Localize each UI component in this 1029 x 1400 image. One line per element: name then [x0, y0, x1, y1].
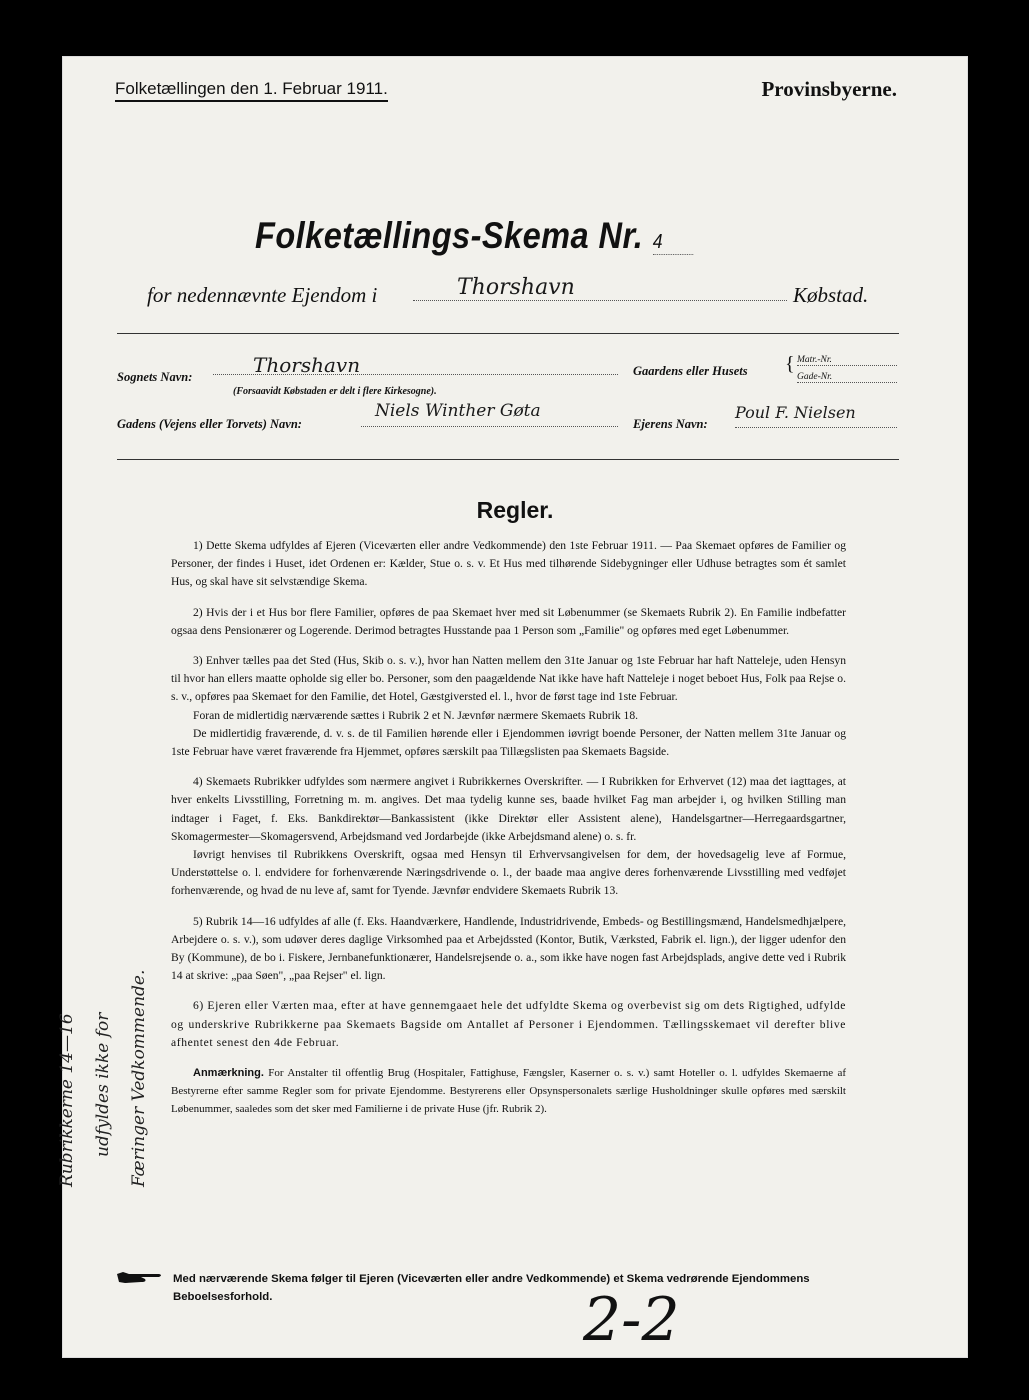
rules-heading: Regler. [476, 497, 554, 523]
rule-2: 2) Hvis der i et Hus bor flere Familier, opføres de paa Skemaet hver med sit Løbenummer (se Skemaets Rubrik 2). En Familie indbefatter ogsaa dens Pensionærer og Logerende. Derimod betragtes Husstande paa 1 Person som „Familie" og opføres med eget Løbenummer. [171, 605, 846, 637]
remark-label: Anmærkning. [193, 1067, 264, 1080]
rule-3: 3) Enhver tælles paa det Sted (Hus, Skib o. s. v.), hvor han Natten mellem den 31te Januar og 1ste Februar har haft Natteleje, uden Hensyn til hvor han ellers maatte opholde sig eller bo. Personer, som den paagældende Nat ikke have haft Natteleje i noget beboet Hus, Folk paa Rejse o. s. v., opføres paa Skemaet for den Familie, det Hotel, Gæstgiversted el. l., hvor de først tage ind 1ste Februar. [171, 654, 846, 704]
rule-3-absent: De midlertidig fraværende, d. v. s. de til Familien hørende eller i Ejendommen iøvrigt boende Personer, der Natten mellem 31te Januar og 1ste Februar have været fraværende fra Hjemmet, opføres særskilt paa Tillægslisten paa Skemaets Bagside. [171, 726, 846, 759]
footer-note: Med nærværende Skema følger til Ejeren (Viceværten eller andre Vedkommende) et Skema vedrørende Ejendommens Beboelsesforhold. [173, 1273, 810, 1303]
divider-top [117, 333, 899, 334]
rule-6: 6) Ejeren eller Værten maa, efter at have gennemgaaet hele det udfyldte Skema og overbevist sig om dets Rigtighed, udfylde og underskrive Rubrikkerne paa Skemaets Bagside om Antallet af Personer i Ejendommen. Tællingsskemaet vil derefter blive afhentet senest den 4de Februar. [171, 999, 846, 1049]
farm-house-label: Gaardens eller Husets [633, 364, 748, 378]
side-note-line-2: udfyldes ikke for [93, 1012, 113, 1157]
brace-icon: { [785, 353, 795, 375]
parish-note: (Forsaavidt Købstaden er delt i flere Kirkesogne). [233, 386, 437, 397]
remark [171, 1064, 846, 1119]
side-note-line-1: Rubrikkerne 14—16 [57, 1013, 77, 1187]
rule-3-present: Foran de midlertidig nærværende sættes i Rubrik 2 et N. Jævnfør nærmere Skemaets Rubrik 18. [193, 708, 639, 722]
rule-1: 1) Dette Skema udfyldes af Ejeren (Viceværten eller andre Vedkommende) den 1ste Februar 1911. — Paa Skemaet opføres de Familier og Personer, der findes i Huset, idet Ordenen er: Kælder, Stue o. s. v. Et Hus med tilhørende Sidebygninger eller Udhuse betragtes som ét samlet Hus, og skal have sit selvstændige Skema. [171, 539, 846, 589]
street-label: Gadens (Vejens eller Torvets) Navn: [117, 417, 302, 431]
rule-5: 5) Rubrik 14—16 udfyldes af alle (f. Eks. Haandværkere, Handlende, Industridrivende, Embeds- og Bestillingsmænd, Handelsmedhjælpere, Arbejdere o. s. v.), som udøver deres daglige Virksomhed paa et Arbejdssted (Kontor, Butik, Værksted, Fabrik el. lign.), der ligger udenfor den By (Kommune), de bo i. Fiskere, Jernbanefunktionærer, Handelsrejsende o. a., som ikke have nogen fast Arbejdsplads, angive dette ved i Rubrik 14 at skrive: „paa Søen", „paa Rejser" el. lign. [171, 914, 846, 983]
census-date-header: Folketællingen den 1. Februar 1911. [115, 79, 388, 102]
form-title-text: Folketællings-Skema Nr. [255, 215, 644, 256]
form-number: 4 [653, 231, 693, 255]
rules-body [171, 537, 846, 1131]
property-suffix: Købstad. [793, 283, 869, 307]
handwritten-number: 2-2 [583, 1285, 680, 1355]
town-field: Thorshavn [413, 275, 787, 301]
census-form-page [57, 56, 968, 1358]
remark-text: For Anstalter til offentlig Brug (Hospitaler, Fattighuse, Fængsler, Kaserner o. s. v.) samt Hoteller o. l. udfyldes Skemaerne af Bestyrerne efter samme Regler som for private Ejendomme. Bestyrerens eller Opsynspersonalets særlige Husholdninger skulle opføres med særskilt Løbenummer, saaledes som det sker med Familierne i de private Huse (jfr. Rubrik 2). [171, 1067, 846, 1116]
rule-4: 4) Skemaets Rubrikker udfyldes som nærmere angivet i Rubrikkernes Overskrifter. — I Rubrikken for Erhvervet (12) maa det iagttages, at hver enkelts Livsstilling, Forretning m. m. angives. Det maa tydelig kunne ses, baade hvilket Fag man arbejder i, og hvilken Stilling man indtager i Faget, f. Eks. Bankdirektør—Bankassistent (ikke Direktør eller Assistent alene), Handelsgartner—Herregaardsgartner, Skomagermester—Skomagersvend, Arbejdsmand ved Jordarbejde (ikke Arbejdsmand alene) o. s. fr. [171, 775, 846, 843]
form-title [255, 215, 693, 257]
owner-label: Ejerens Navn: [633, 417, 708, 431]
pointing-hand-icon [115, 1270, 165, 1291]
cadastral-no-label: Matr.-Nr. [797, 355, 897, 366]
divider-bottom [117, 459, 899, 460]
region-header: Provinsbyerne. [761, 77, 897, 101]
street-no-label: Gade-Nr. [797, 372, 897, 383]
owner-field: Poul F. Nielsen [735, 403, 897, 428]
parish-field: Thorshavn [213, 353, 618, 375]
rule-4-continued: Iøvrigt henvises til Rubrikkens Overskrift, ogsaa med Hensyn til Erhvervsangivelsen for dem, der hovedsagelig leve af Formue, Understøttelse o. l. endvidere for forhenværende Næringsdrivende o. l., der baade maa angive deres forhenværende Livsstilling med vedføjet forhenværende, og hvad de nu leve af, samt for Tyende. Jævnfør endvidere Skemaets Rubrik 13. [171, 848, 846, 898]
property-label: for nedennævnte Ejendom i [147, 283, 378, 307]
side-note-line-3: Færinger Vedkommende. [129, 969, 149, 1187]
street-field: Niels Winther Gøta [361, 401, 618, 427]
parish-label: Sognets Navn: [117, 370, 193, 384]
